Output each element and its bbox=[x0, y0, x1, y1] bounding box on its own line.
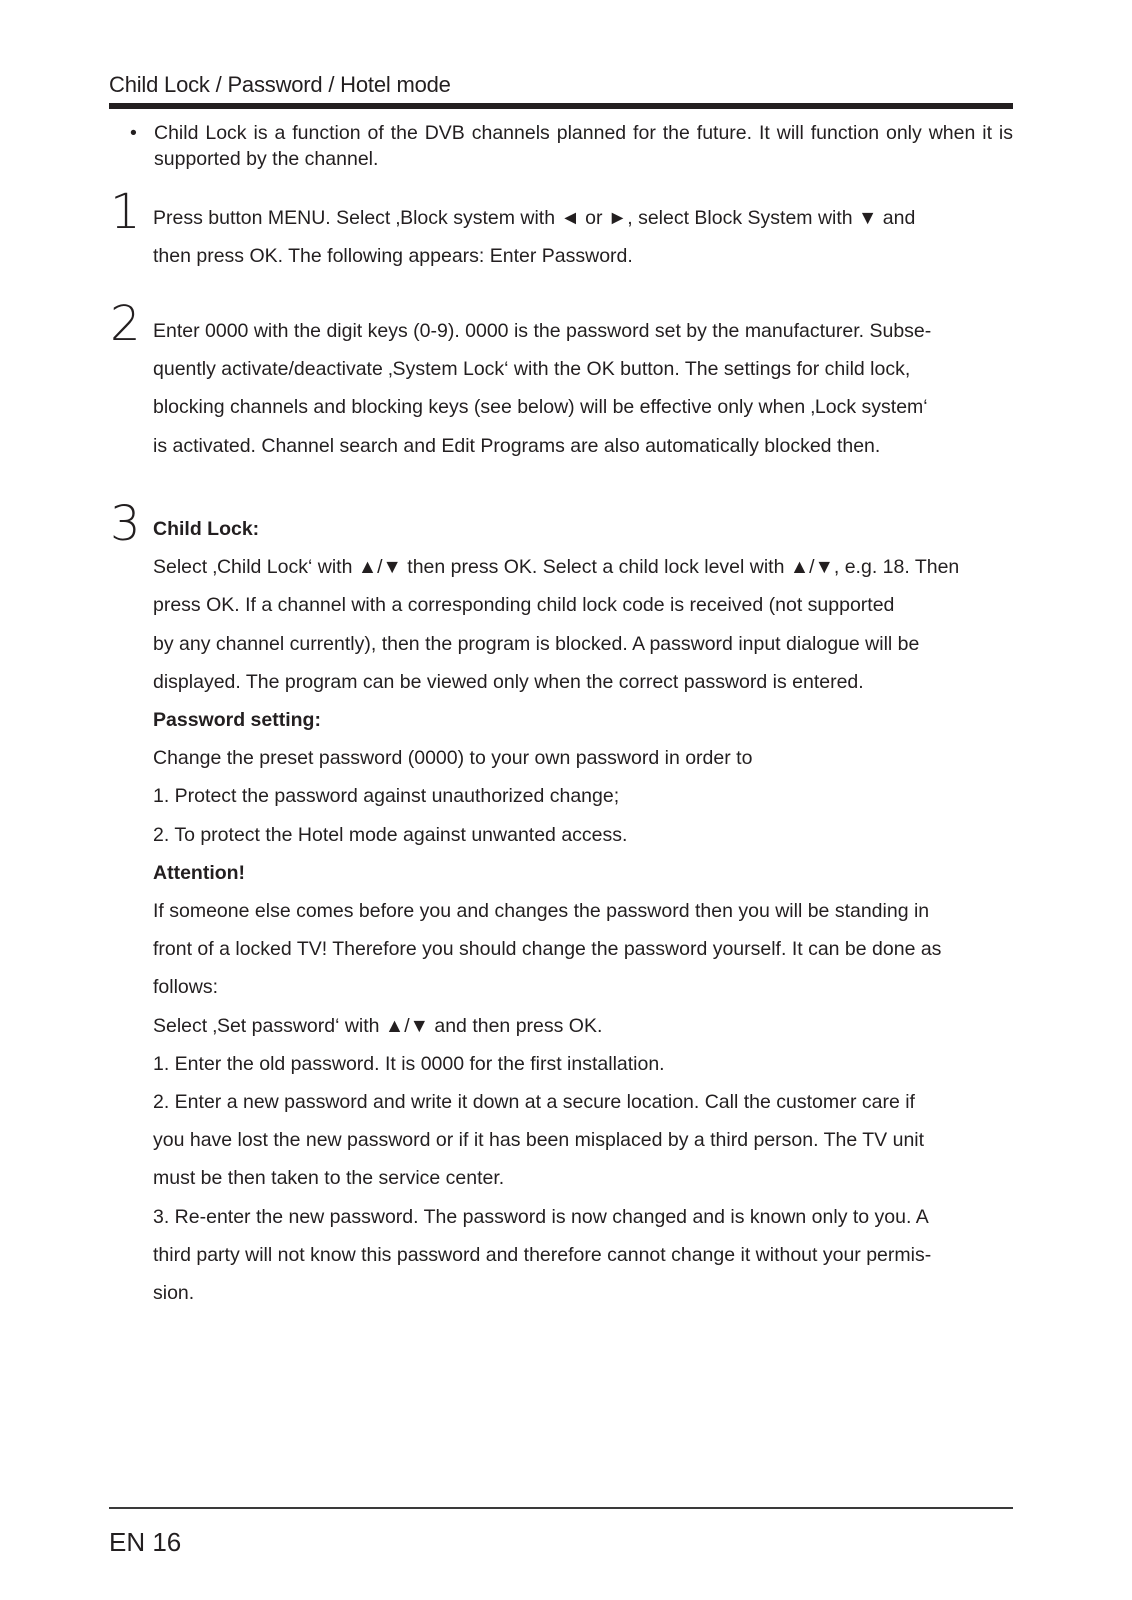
text-line: blocking channels and blocking keys (see below) will be effective only when ‚Lock system‘ bbox=[153, 396, 928, 419]
password-setting-heading: Password setting: bbox=[153, 709, 321, 732]
text-line: sion. bbox=[153, 1282, 195, 1305]
text-line: must be then taken to the service center. bbox=[153, 1167, 505, 1190]
footer-divider bbox=[109, 1507, 1013, 1509]
title-divider bbox=[109, 103, 1013, 109]
note-text: Child Lock is a function of the DVB channels planned for the future. It will function only when it is supported by the channel. bbox=[154, 122, 1013, 170]
text-line: 2. To protect the Hotel mode against unwanted access. bbox=[153, 823, 628, 846]
text-line: by any channel currently), then the program is blocked. A password input dialogue will be bbox=[153, 632, 920, 655]
child-lock-heading: Child Lock: bbox=[153, 518, 260, 540]
bullet-icon: • bbox=[130, 122, 137, 144]
text-line: displayed. The program can be viewed only when the correct password is entered. bbox=[153, 670, 864, 693]
page-title: Child Lock / Password / Hotel mode bbox=[109, 72, 451, 97]
step-3-text bbox=[153, 510, 1015, 1312]
step-number-1: 1 bbox=[110, 184, 141, 240]
text-line: press OK. If a channel with a corresponding child lock code is received (not supported bbox=[153, 594, 895, 617]
text-line: Select ‚Set password‘ with ▲/▼ and then press OK. bbox=[153, 1014, 603, 1037]
text-line: then press OK. The following appears: Enter Password. bbox=[153, 245, 633, 268]
step-2-text bbox=[153, 312, 1015, 465]
text-line: 2. Enter a new password and write it down at a secure location. Call the customer care if bbox=[153, 1091, 915, 1114]
attention-heading: Attention! bbox=[153, 861, 246, 884]
text-line: 3. Re-enter the new password. The password is now changed and is known only to you. A bbox=[153, 1205, 929, 1228]
text-line: third party will not know this password and therefore cannot change it without your permis- bbox=[153, 1243, 932, 1266]
text-line: Select ‚Child Lock‘ with ▲/▼ then press OK. Select a child lock level with ▲/▼, e.g. 18. Then bbox=[153, 556, 960, 579]
step-1-text bbox=[153, 199, 1015, 275]
text-line: follows: bbox=[153, 976, 219, 999]
text-line: 1. Protect the password against unauthorized change; bbox=[153, 785, 620, 808]
step-number-3: 3 bbox=[110, 496, 141, 552]
text-line: front of a locked TV! Therefore you should change the password yourself. It can be done as bbox=[153, 938, 942, 961]
text-line: you have lost the new password or if it has been misplaced by a third person. The TV unit bbox=[153, 1129, 925, 1152]
text-line: Enter 0000 with the digit keys (0-9). 0000 is the password set by the manufacturer. Subse- bbox=[153, 320, 932, 342]
text-line: If someone else comes before you and changes the password then you will be standing in bbox=[153, 900, 930, 923]
page-number: EN 16 bbox=[109, 1527, 182, 1557]
text-line: 1. Enter the old password. It is 0000 for the first installation. bbox=[153, 1052, 665, 1075]
text-line: is activated. Channel search and Edit Programs are also automatically blocked then. bbox=[153, 434, 881, 457]
text-line: Change the preset password (0000) to your own password in order to bbox=[153, 747, 753, 770]
text-line: Press button MENU. Select ‚Block system with ◄ or ►, select Block System with ▼ and bbox=[153, 207, 916, 229]
text-line: quently activate/deactivate ‚System Lock‘ with the OK button. The settings for child lock, bbox=[153, 358, 911, 381]
step-number-2: 2 bbox=[110, 296, 141, 352]
note-bullet bbox=[130, 120, 1013, 172]
